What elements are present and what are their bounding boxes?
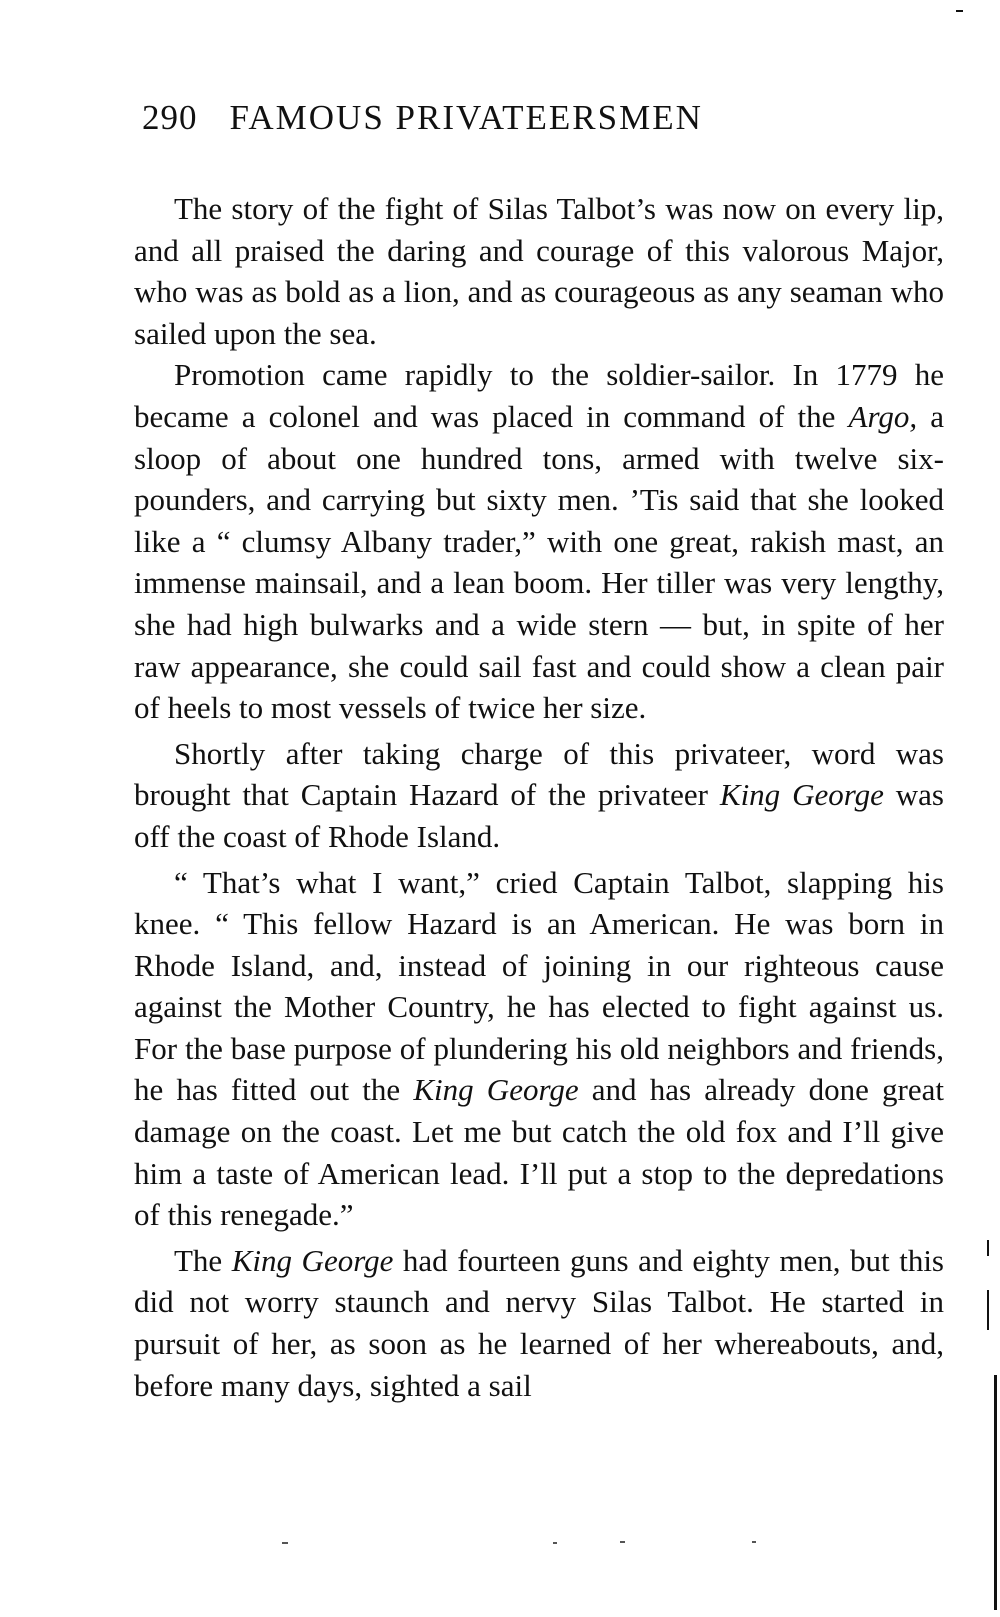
scan-edge-mark: [994, 1375, 997, 1610]
paragraph-3-text-b: was off the coast of Rhode Island.: [134, 777, 944, 854]
scan-edge-mark: [987, 1240, 989, 1256]
page-header: [142, 98, 703, 138]
scan-speck: [553, 1542, 557, 1544]
ship-name-king-george: King George: [413, 1072, 579, 1108]
paragraph-4-text-a: “ That’s what I want,” cried Captain Talbot, slapping his knee. “ This fellow Hazard is an American. He was born in Rhode Island, and, instead of joining in our righteous cause against the Mother Country, he has elected to fight against us. For the base purpose of plundering his old neighbors and friends, he has fitted out the: [134, 864, 944, 1108]
ship-name-king-george: King George: [231, 1242, 394, 1278]
paragraph-2-text-a: Promotion came rapidly to the soldier-sailor. In 1779 he became a colonel and was placed in command of the: [134, 357, 944, 434]
scan-speck: [752, 1541, 756, 1543]
paragraph-5: [134, 1240, 944, 1406]
paragraph-1-text: The story of the fight of Silas Talbot’s was now on every lip, and all praised the daring and courage of this valorous Major, who was as bold as a lion, and as courageous as any seaman who sailed upon the sea.: [134, 191, 944, 351]
paragraph-4: [134, 862, 944, 1236]
paragraph-2-text-b: a sloop of about one hundred tons, armed with twelve six-pounders, and carrying but sixty men. ’Tis said that she looked like a “ clumsy Albany trader,” with one great, rakish mast, an immense mainsail, and a lean boom. Her tiller was very lengthy, she had high bulwarks and a wide stern — but, in spite of her raw appearance, she could sail fast and could show a clean pair of heels to most vessels of twice her size.: [134, 398, 944, 726]
ship-name-argo: Argo,: [848, 398, 918, 434]
paragraph-2: [134, 354, 944, 728]
scan-speck: [620, 1541, 625, 1543]
paragraph-1: [134, 188, 944, 354]
body-text: [134, 188, 944, 1406]
paragraph-5-text-b: had fourteen guns and eighty men, but this did not worry staunch and nervy Silas Talbot. He started in pursuit of her, as soon as he learned of her whereabouts, and, before many days, sighted a sail: [134, 1242, 944, 1403]
running-title: FAMOUS PRIVATEERSMEN: [229, 98, 703, 137]
paragraph-3: [134, 733, 944, 858]
paragraph-3-text-a: Shortly after taking charge of this privateer, word was brought that Captain Hazard of the privateer: [134, 735, 944, 813]
scan-speck: [282, 1542, 288, 1544]
paragraph-4-text-b: and has already done great damage on the coast. Let me but catch the old fox and I’ll give him a taste of American lead. I’ll put a stop to the depredations of this renegade.”: [134, 1072, 944, 1233]
scan-edge-mark: [987, 1290, 989, 1330]
scan-edge-mark: [956, 10, 963, 12]
page-number: 290: [142, 98, 198, 137]
ship-name-king-george: King George: [719, 777, 884, 813]
paragraph-5-text-a: The: [174, 1242, 232, 1278]
